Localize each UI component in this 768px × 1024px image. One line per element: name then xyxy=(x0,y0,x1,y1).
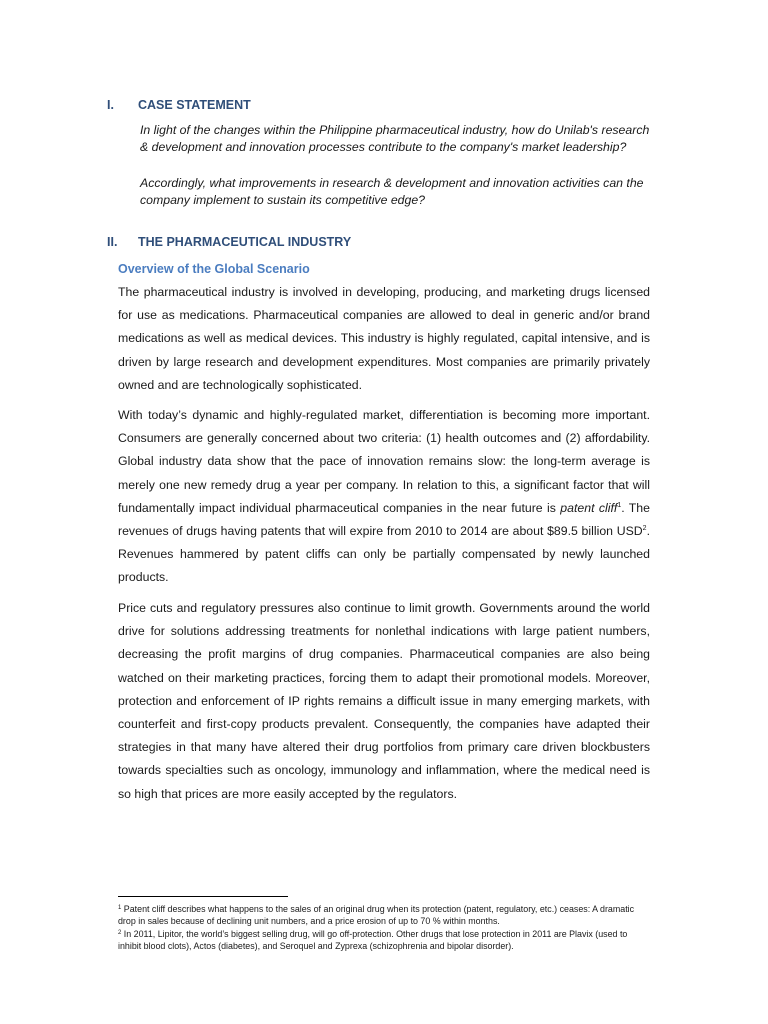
footnote-text: In 2011, Lipitor, the world’s biggest selling drug, will go off-protection. Other drugs that lose protection in 2011 are Plavix (used to inhibit blood clots), Actos (diabetes), and Seroquel and Zyprexa (schizophrenia and bipolar disorder). xyxy=(118,929,628,951)
case-question-1: In light of the changes within the Philippine pharmaceutical industry, how do Unilab's research & development and innovation processes contribute to the company's market leadership? xyxy=(140,123,650,154)
footnote-mark: 1 xyxy=(118,905,122,911)
section-number: I. xyxy=(107,98,114,112)
footnote-ref-2[interactable]: 2 xyxy=(642,525,647,533)
section-heading-pharmaceutical-industry xyxy=(107,235,351,249)
section-number: II. xyxy=(107,235,118,249)
paragraph-text: With today’s dynamic and highly-regulated market, differentiation is becoming more important. Consumers are generally concerned about two criteria: (1) health outcomes and (2) affordability. Global industry data show that the pace of innovation remains slow: the long-term average is merely one new remedy drug a year per company. In relation to this, a significant factor that will fundamentally impact individual pharmaceutical companies in the near future is xyxy=(118,408,650,515)
section-title: THE PHARMACEUTICAL INDUSTRY xyxy=(138,235,352,249)
body-paragraph-2 xyxy=(118,404,650,590)
section-title: CASE STATEMENT xyxy=(138,98,251,112)
footnote-text: Patent cliff describes what happens to the sales of an original drug when its protection (patent, regulatory, etc.) ceases: A dramatic drop in sales because of declining unit numbers, and a price erosion of up to 70 % within months. xyxy=(118,904,635,926)
section-heading-case-statement xyxy=(107,98,251,112)
body-paragraph-1: The pharmaceutical industry is involved in developing, producing, and marketing drugs licensed for use as medications. Pharmaceutical companies are allowed to deal in generic and/or brand medications as well as medical devices. This industry is highly regulated, capital intensive, and is driven by large research and development expenditures. Most companies are primarily privately owned and are technologically sophisticated. xyxy=(118,285,650,392)
body-paragraph-3: Price cuts and regulatory pressures also continue to limit growth. Governments around the world drive for solutions addressing treatments for nonlethal indications with large patient numbers, decreasing the profit margins of drug companies. Pharmaceutical companies are also being watched on their marketing practices, forcing them to adapt their promotional models. Moreover, protection and enforcement of IP rights remains a difficult issue in many emerging markets, with counterfeit and first-copy products prevalent. Consequently, the companies have adapted their strategies in that many have altered their drug portfolios from primary care driven blockbusters towards specialties such as oncology, immunology and inflammation, where the medical need is so high that prices are more easily accepted by the regulators. xyxy=(118,601,650,801)
footnote-ref-1[interactable]: 1 xyxy=(617,501,622,509)
subheading-global-scenario: Overview of the Global Scenario xyxy=(118,262,310,276)
footnote-2 xyxy=(118,929,638,952)
patent-cliff-term: patent cliff xyxy=(560,500,618,515)
footnote-1 xyxy=(118,904,638,927)
paragraph-text: . The revenues of drugs having patents that will expire from 2010 to 2014 are about $89.5 billion USD xyxy=(118,500,650,539)
footnote-separator xyxy=(118,896,288,897)
case-question-2: Accordingly, what improvements in research & development and innovation activities can the company implement to sustain its competitive edge? xyxy=(140,176,644,207)
paragraph-text: . Revenues hammered by patent cliffs can only be partially compensated by newly launched products. xyxy=(118,524,650,585)
footnote-mark: 2 xyxy=(118,930,122,936)
